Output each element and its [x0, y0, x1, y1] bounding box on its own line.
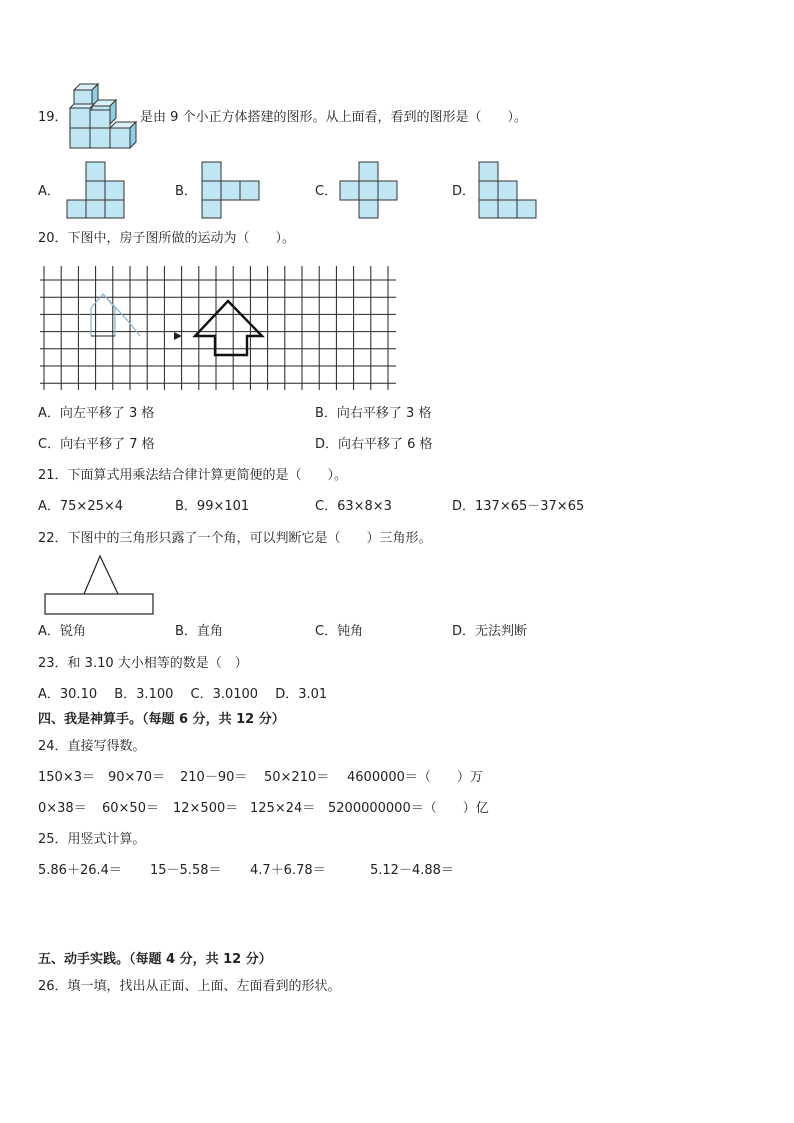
q20-question-text: 20．下图中，房子图所做的运动为（ ）。 — [38, 231, 296, 246]
q19-option-c-label: C． — [315, 184, 338, 199]
q19-option-a-figure — [67, 161, 127, 219]
q24-row1-item5: 4600000＝（ ）万 — [347, 770, 483, 785]
q24-row2-item4: 125×24＝ — [250, 801, 316, 816]
arrow-icon — [174, 332, 182, 340]
q19-number: 19． — [38, 110, 68, 125]
q22-option-b: B．直角 — [175, 624, 223, 639]
q20-option-a: A．向左平移了 3 格 — [38, 406, 155, 421]
q25-item4: 5.12－4.88＝ — [370, 863, 454, 878]
q20-option-c: C．向右平移了 7 格 — [38, 437, 155, 452]
q22-hidden-triangle-figure — [44, 554, 156, 616]
q24-row2-item3: 12×500＝ — [173, 801, 239, 816]
q19-option-b-figure — [202, 161, 262, 219]
section-5-title: 五、动手实践。（每题 4 分，共 12 分） — [38, 952, 272, 967]
q23-question-text: 23．和 3.10 大小相等的数是（ ） — [38, 656, 248, 671]
q19-question-text: 是由 9 个小正方体搭建的图形。从上面看，看到的图形是（ ）。 — [140, 110, 528, 125]
q20-option-b: B．向右平移了 3 格 — [315, 406, 432, 421]
q24-row2-item2: 60×50＝ — [102, 801, 159, 816]
q24-question-text: 24．直接写得数。 — [38, 739, 146, 754]
q25-item3: 4.7＋6.78＝ — [250, 863, 326, 878]
q25-item1: 5.86＋26.4＝ — [38, 863, 122, 878]
q22-question-text: 22．下图中的三角形只露了一个角，可以判断它是（ ）三角形。 — [38, 531, 432, 546]
q19-option-d-label: D． — [452, 184, 476, 199]
q21-option-c: C．63×8×3 — [315, 499, 392, 514]
q24-row2-item1: 0×38＝ — [38, 801, 87, 816]
q24-row1-item2: 90×70＝ — [108, 770, 165, 785]
q24-row1-item4: 50×210＝ — [264, 770, 330, 785]
q25-item2: 15－5.58＝ — [150, 863, 222, 878]
q25-question-text: 25．用竖式计算。 — [38, 832, 146, 847]
q19-cube-figure — [68, 84, 140, 150]
q20-option-d: D．向右平移了 6 格 — [315, 437, 433, 452]
original-house-outline — [91, 294, 115, 336]
q21-option-a: A．75×25×4 — [38, 499, 124, 514]
q21-question-text: 21．下面算式用乘法结合律计算更简便的是（ ）。 — [38, 468, 348, 483]
q26-question-text: 26．填一填，找出从正面、上面、左面看到的形状。 — [38, 979, 341, 994]
q19-option-a-label: A． — [38, 184, 60, 199]
q22-option-a: A．锐角 — [38, 624, 86, 639]
q22-option-d: D．无法判断 — [452, 624, 528, 639]
moved-house-outline — [195, 301, 262, 355]
q23-options: A．30.10 B．3.100 C．3.0100 D．3.01 — [38, 687, 328, 702]
q22-option-c: C．钝角 — [315, 624, 364, 639]
q24-row1-item3: 210－90＝ — [180, 770, 248, 785]
q21-option-d: D．137×65－37×65 — [452, 499, 585, 514]
q19-option-b-label: B． — [175, 184, 197, 199]
q24-row2-item5: 5200000000＝（ ）亿 — [328, 801, 489, 816]
q19-option-d-figure — [479, 161, 539, 219]
q21-option-b: B．99×101 — [175, 499, 250, 514]
section-4-title: 四、我是神算手。（每题 6 分，共 12 分） — [38, 712, 285, 727]
q24-row1-item1: 150×3＝ — [38, 770, 95, 785]
q19-option-c-figure — [340, 161, 400, 219]
q20-translation-grid — [40, 266, 400, 392]
